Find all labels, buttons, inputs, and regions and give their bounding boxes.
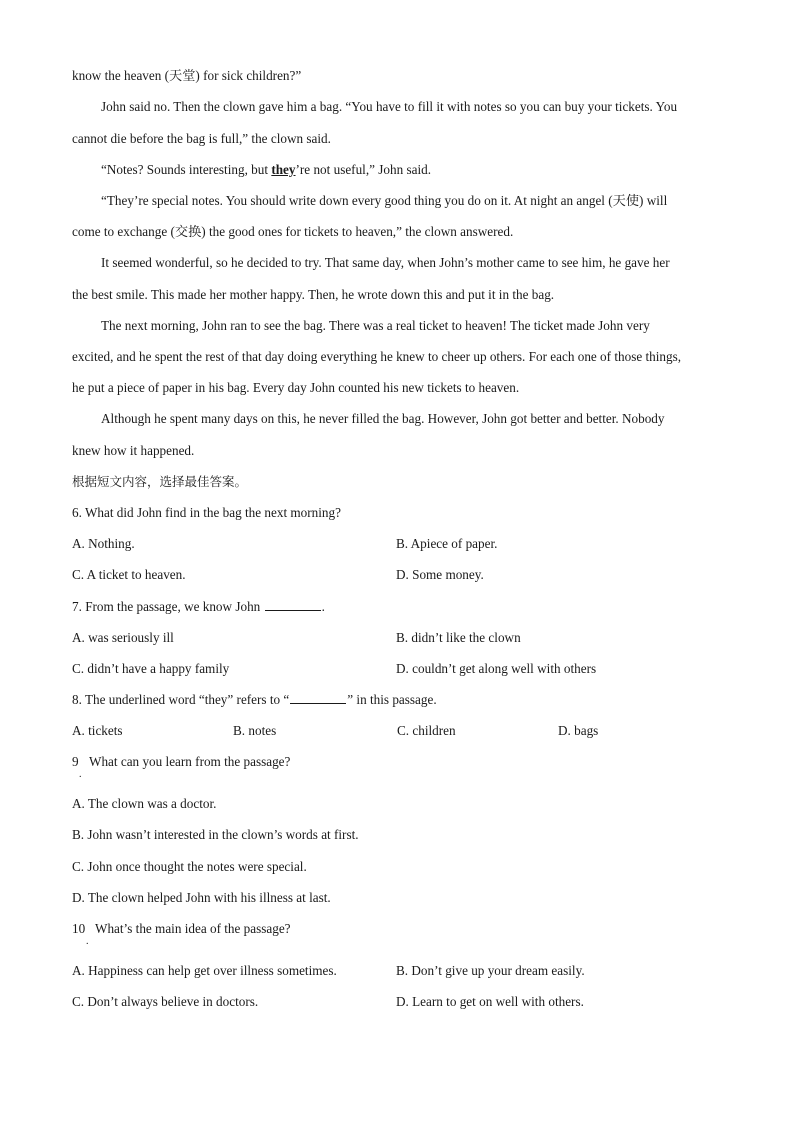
question-10-option-c[interactable]: C. Don’t always believe in doctors.	[72, 994, 259, 1009]
question-9-option-d[interactable]: D. The clown helped John with his illness at last.	[72, 890, 331, 905]
passage-line-6: come to exchange (交换) the good ones for tickets to heaven,” the clown answered.	[72, 224, 514, 239]
question-9-option-c[interactable]: C. John once thought the notes were special.	[72, 859, 307, 874]
question-9-option-b[interactable]: B. John wasn’t interested in the clown’s words at first.	[72, 827, 359, 842]
passage-line-10: excited, and he spent the rest of that day doing everything he knew to cheer up others. For each one of those things,	[72, 349, 682, 364]
passage-line-4	[72, 160, 761, 180]
answer-blank	[290, 691, 346, 704]
question-9-option-a[interactable]: A. The clown was a doctor.	[72, 796, 217, 811]
passage-line-7: It seemed wonderful, so he decided to try. That same day, when John’s mother came to see him, he gave her	[101, 255, 670, 270]
question-7-stem-start: 7. From the passage, we know John	[72, 599, 264, 614]
passage-line-4-end: ’re not useful,” John said.	[295, 162, 432, 177]
question-10-option-b[interactable]: B. Don’t give up your dream easily.	[396, 963, 585, 978]
question-8-stem-end: ” in this passage.	[347, 692, 437, 707]
passage-line-13: knew how it happened.	[72, 443, 195, 458]
question-10-dot: .	[86, 936, 89, 947]
question-8-stem	[72, 690, 732, 710]
passage-line-8: the best smile. This made her mother happy. Then, he wrote down this and put it in the bag.	[72, 287, 555, 302]
question-9-stem: What can you learn from the passage?	[89, 754, 291, 769]
question-8-option-b[interactable]: B. notes	[233, 723, 277, 738]
question-8-option-d[interactable]: D. bags	[558, 723, 599, 738]
passage-line-4-start: “Notes? Sounds interesting, but	[101, 162, 272, 177]
question-6-option-a[interactable]: A. Nothing.	[72, 536, 135, 551]
passage-line-2: John said no. Then the clown gave him a bag. “You have to fill it with notes so you can buy your tickets. You	[101, 99, 678, 114]
instruction: 根据短文内容，选择最佳答案。	[72, 474, 248, 489]
question-8-option-a[interactable]: A. tickets	[72, 723, 123, 738]
question-6-option-d[interactable]: D. Some money.	[396, 567, 484, 582]
passage-line-12: Although he spent many days on this, he never filled the bag. However, John got better and better. Nobody	[101, 411, 665, 426]
question-10-stem: What’s the main idea of the passage?	[95, 921, 291, 936]
question-6-option-c[interactable]: C. A ticket to heaven.	[72, 567, 186, 582]
question-6-option-b[interactable]: B. Apiece of paper.	[396, 536, 498, 551]
passage-line-1: know the heaven (天堂) for sick children?”	[72, 68, 302, 83]
question-9-number: 9	[72, 754, 79, 769]
question-7-option-b[interactable]: B. didn’t like the clown	[396, 630, 521, 645]
answer-blank	[265, 598, 321, 611]
question-6-stem: 6. What did John find in the bag the next morning?	[72, 505, 341, 520]
passage-line-11: he put a piece of paper in his bag. Every day John counted his new tickets to heaven.	[72, 380, 520, 395]
underlined-word-they: they	[271, 162, 296, 177]
question-7-option-c[interactable]: C. didn’t have a happy family	[72, 661, 230, 676]
question-7-option-a[interactable]: A. was seriously ill	[72, 630, 174, 645]
passage-line-3: cannot die before the bag is full,” the clown said.	[72, 131, 331, 146]
question-8-option-c[interactable]: C. children	[397, 723, 456, 738]
question-7-stem	[72, 597, 732, 617]
question-8-stem-start: 8. The underlined word “they” refers to “	[72, 692, 290, 707]
question-7-stem-end: .	[321, 599, 325, 614]
question-9-dot: .	[79, 769, 82, 780]
question-7-option-d[interactable]: D. couldn’t get along well with others	[396, 661, 597, 676]
question-10-option-d[interactable]: D. Learn to get on well with others.	[396, 994, 584, 1009]
passage-line-5: “They’re special notes. You should write down every good thing you do on it. At night an angel (天使) will	[101, 193, 668, 208]
question-10-option-a[interactable]: A. Happiness can help get over illness sometimes.	[72, 963, 337, 978]
passage-line-9: The next morning, John ran to see the bag. There was a real ticket to heaven! The ticket made John very	[101, 318, 650, 333]
question-10-number: 10	[72, 921, 86, 936]
